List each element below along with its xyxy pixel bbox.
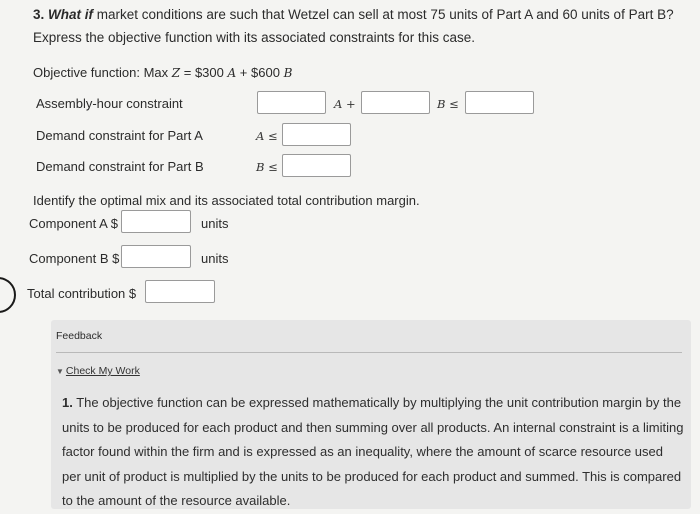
- collapse-triangle-icon: ▼: [56, 367, 64, 376]
- total-contribution-input[interactable]: [145, 280, 215, 303]
- component-b-label: Component B $: [29, 251, 120, 266]
- total-currency: $: [128, 286, 137, 301]
- objective-label: Objective function:: [33, 65, 140, 80]
- demand-a-constraint-label: Demand constraint for Part A: [36, 128, 203, 143]
- assembly-constraint-label: Assembly-hour constraint: [36, 96, 183, 111]
- objective-max: Max: [143, 65, 169, 80]
- cursor-circle: [0, 277, 16, 313]
- demand-b-prefix: B ≤: [256, 160, 278, 174]
- feedback-text: The objective function can be expressed mathematically by multiplying the unit contribution margin by the units to be produced for each product and then summing over all products. An internal constraint is a limiting factor found within the firm and is expressed as an inequality, where the amount of scarce resource used per unit of product is multiplied by the units to be produced for each product and summed. This is compared to the amount of the resource available.: [62, 395, 684, 508]
- total-contribution-label: Total contribution $: [27, 286, 137, 301]
- assembly-coef-b-input[interactable]: [361, 91, 430, 114]
- objective-z: Z: [171, 66, 181, 80]
- assembly-coef-a-input[interactable]: [257, 91, 326, 114]
- component-b-input[interactable]: [121, 245, 191, 268]
- component-b-currency: $: [112, 251, 120, 266]
- component-a-currency: $: [110, 216, 118, 231]
- assembly-rhs-input[interactable]: [465, 91, 534, 114]
- question-lead: What if: [48, 7, 94, 22]
- question-subtext: Express the objective function with its associated constraints for this case.: [33, 30, 475, 45]
- component-a-input[interactable]: [121, 210, 191, 233]
- feedback-title: Feedback: [56, 330, 103, 342]
- check-my-work-toggle[interactable]: [56, 365, 140, 377]
- component-a-unit: units: [201, 216, 229, 231]
- objective-coef-a: $300: [194, 65, 224, 80]
- assembly-a-suffix: A +: [334, 97, 356, 111]
- demand-a-rhs-input[interactable]: [282, 123, 351, 146]
- question-number: 3.: [33, 7, 45, 22]
- feedback-explanation: [62, 391, 684, 514]
- feedback-number: 1.: [62, 395, 73, 410]
- demand-b-constraint-label: Demand constraint for Part B: [36, 159, 204, 174]
- question-text: market conditions are such that Wetzel can sell at most 75 units of Part A and 60 units of Part B?: [93, 7, 674, 22]
- assembly-b-suffix: B ≤: [437, 97, 459, 111]
- objective-eq: =: [183, 65, 192, 80]
- demand-b-rhs-input[interactable]: [282, 154, 351, 177]
- component-b-unit: units: [201, 251, 229, 266]
- objective-coef-b: $600: [251, 65, 280, 80]
- question-title: [33, 6, 674, 24]
- objective-var-b: B: [283, 66, 293, 80]
- component-a-label: Component A $: [29, 216, 118, 231]
- optimal-mix-prompt: Identify the optimal mix and its associated total contribution margin.: [33, 193, 420, 208]
- check-my-work-link[interactable]: Check My Work: [65, 365, 140, 377]
- demand-a-prefix: A ≤: [256, 129, 278, 143]
- objective-function: [33, 65, 292, 80]
- feedback-divider: [56, 352, 682, 353]
- objective-plus: +: [239, 65, 248, 80]
- objective-var-a: A: [227, 66, 237, 80]
